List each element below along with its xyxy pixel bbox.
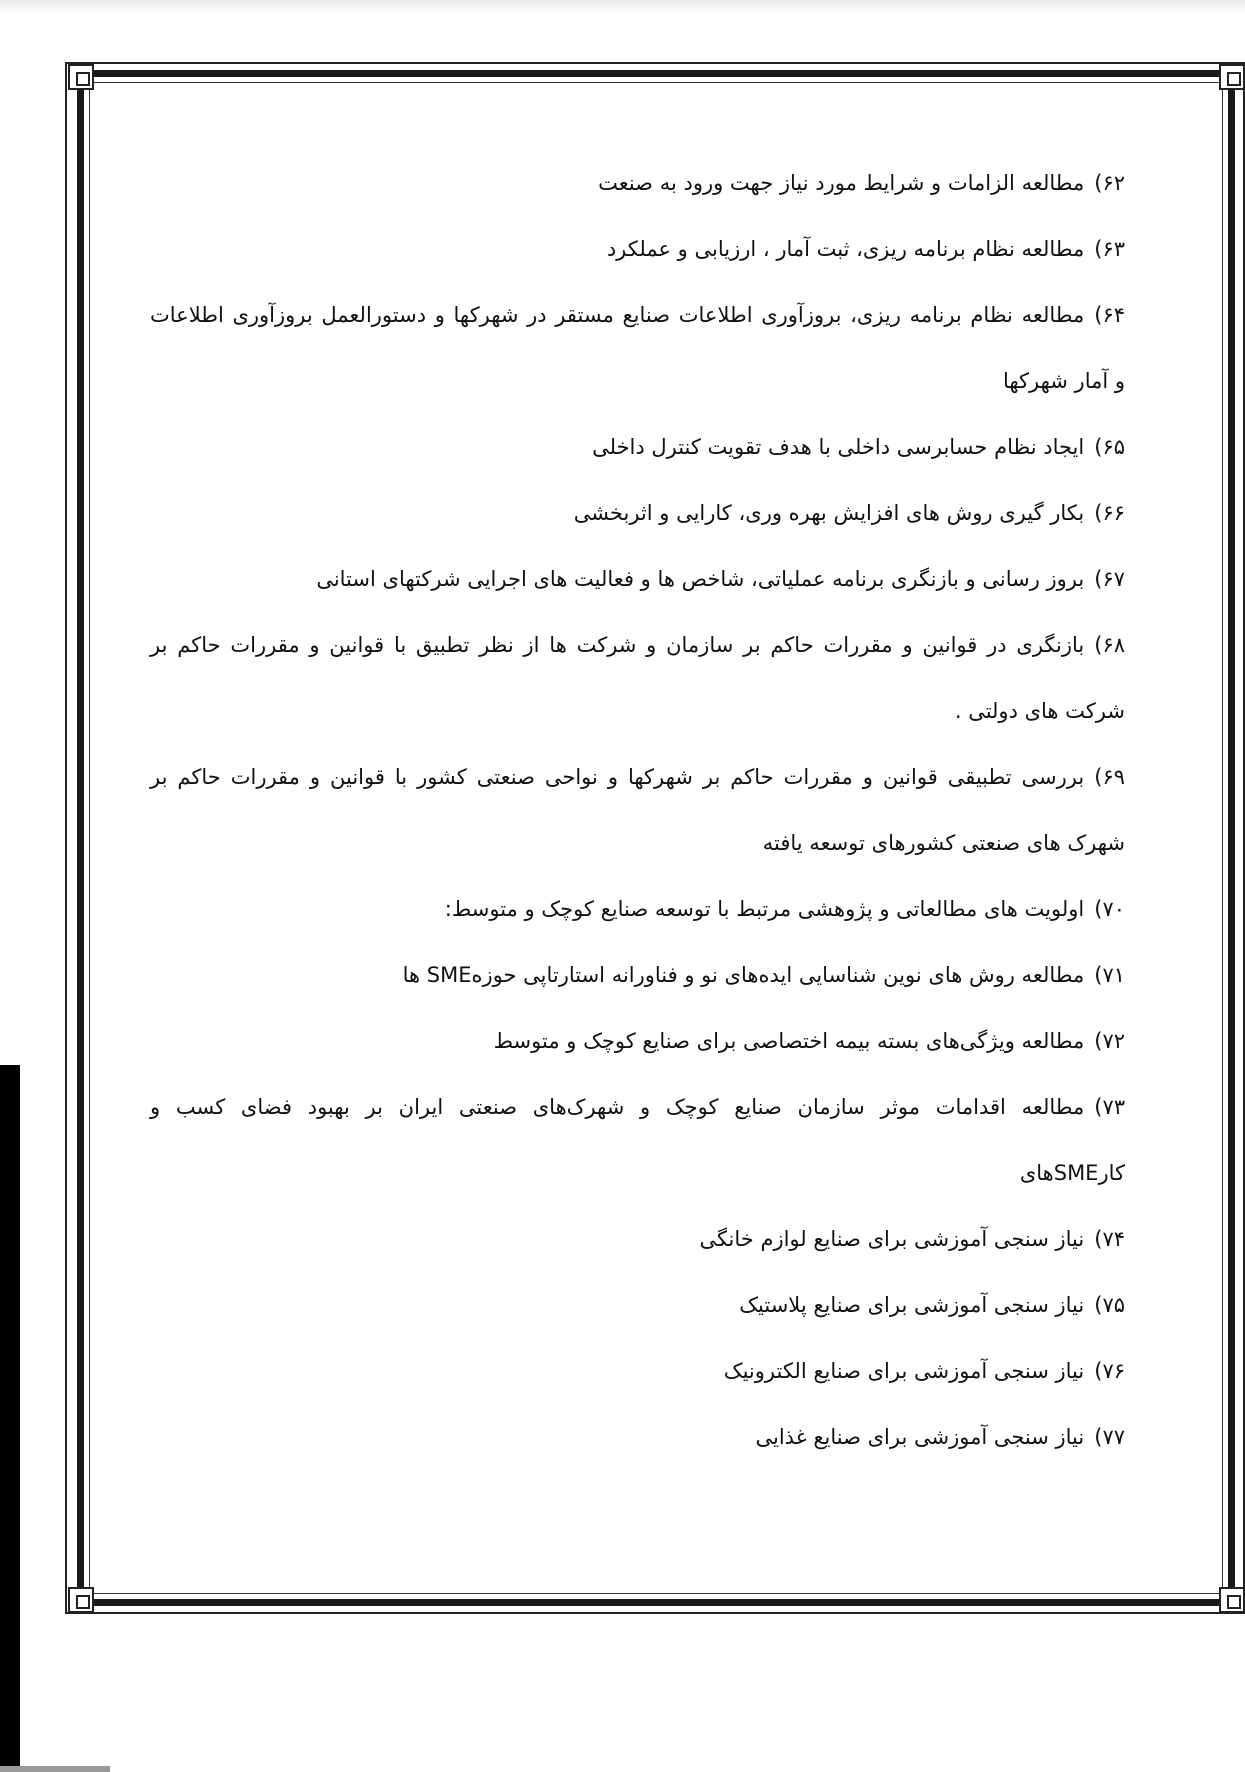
item-number: ۷۶) [1094,1359,1125,1383]
item-text: بکار گیری روش های افزایش بهره وری، کارایی و اثربخشی [573,501,1085,525]
item-text: بررسی تطبیقی قوانین و مقررات حاکم بر شهرکها و نواحی صنعتی کشور با قوانین و مقررات حاکم بر [150,765,1085,789]
scan-bottom-mark [0,1766,110,1772]
item-text: نیاز سنجی آموزشی برای صنایع الکترونیک [723,1359,1085,1383]
item-number: ۶۵) [1094,435,1125,459]
list-item-76 [724,1356,1125,1386]
item-number: ۶۳) [1094,237,1125,261]
item-text: نیاز سنجی آموزشی برای صنایع پلاستیک [739,1293,1085,1317]
list-item-68-continued [955,696,1125,726]
list-item-62 [598,168,1125,198]
item-number: ۷۵) [1094,1293,1125,1317]
item-text: بازنگری در قوانین و مقررات حاکم بر سازمان و شرکت ها از نظر تطبیق با قوانین و مقررات حاکم بر [150,633,1085,657]
list-item-69-continued [763,828,1125,858]
item-text: نیاز سنجی آموزشی برای صنایع لوازم خانگی [699,1227,1085,1251]
list-item-75 [739,1290,1125,1320]
item-text-continued: شهرک های صنعتی کشورهای توسعه یافته [762,831,1125,855]
item-text: ایجاد نظام حسابرسی داخلی با هدف تقویت کنترل داخلی [592,435,1085,459]
scan-edge-shadow [0,0,1245,14]
item-text: نیاز سنجی آموزشی برای صنایع غذایی [755,1425,1085,1449]
list-item-71 [403,960,1125,990]
list-item-70 [445,894,1125,924]
list-item-69 [150,762,1125,792]
list-item-64 [150,300,1125,330]
item-number: ۶۷) [1094,567,1125,591]
item-text-continued: و آمار شهرکها [1002,369,1125,393]
item-text: مطالعه اقدامات موثر سازمان صنایع کوچک و شهرک‌های صنعتی ایران بر بهبود فضای کسب و [150,1095,1085,1119]
item-number: ۶۶) [1094,501,1125,525]
list-item-72 [494,1026,1125,1056]
item-text-continued: کارSMEهای [1019,1161,1125,1185]
list-item-67 [316,564,1125,594]
list-item-74 [699,1224,1125,1254]
item-number: ۷۳) [1094,1095,1125,1119]
item-number: ۶۲) [1094,171,1125,195]
item-text: مطالعه نظام برنامه ریزی، بروزآوری اطلاعات صنایع مستقر در شهرکها و دستورالعمل بروزآوری اطلاعات [150,303,1085,327]
item-number: ۷۰) [1094,897,1125,921]
list-item-63 [607,234,1125,264]
item-text-continued: شرکت های دولتی . [954,699,1125,723]
list-item-73 [150,1092,1125,1122]
item-text: مطالعه نظام برنامه ریزی، ثبت آمار ، ارزیابی و عملکرد [606,237,1085,261]
item-text: بروز رسانی و بازنگری برنامه عملیاتی، شاخص ها و فعالیت های اجرایی شرکتهای استانی [316,567,1085,591]
border-corner-ornament [68,1587,94,1613]
item-text: مطالعه روش های نوین شناسایی ایده‌های نو و فناورانه استارتاپی حوزهSME ها [402,963,1085,987]
list-item-68 [150,630,1125,660]
list-item-73-continued [1020,1158,1125,1188]
item-text: مطالعه الزامات و شرایط مورد نیاز جهت ورود به صنعت [598,171,1085,195]
scan-binding-shadow [0,1065,20,1772]
item-number: ۶۸) [1094,633,1125,657]
item-number: ۷۲) [1094,1029,1125,1053]
border-corner-ornament [1219,64,1245,90]
item-number: ۷۷) [1094,1425,1125,1449]
list-item-77 [755,1422,1125,1452]
border-corner-ornament [68,64,94,90]
list-item-66 [574,498,1125,528]
list-item-65 [592,432,1125,462]
list-item-64-continued [1003,366,1125,396]
item-number: ۷۱) [1094,963,1125,987]
item-number: ۷۴) [1094,1227,1125,1251]
border-corner-ornament [1219,1587,1245,1613]
item-number: ۶۴) [1094,303,1125,327]
item-text: مطالعه ویژگی‌های بسته بیمه اختصاصی برای صنایع کوچک و متوسط [493,1029,1085,1053]
item-text: اولویت های مطالعاتی و پژوهشی مرتبط با توسعه صنایع کوچک و متوسط: [444,897,1085,921]
item-number: ۶۹) [1094,765,1125,789]
